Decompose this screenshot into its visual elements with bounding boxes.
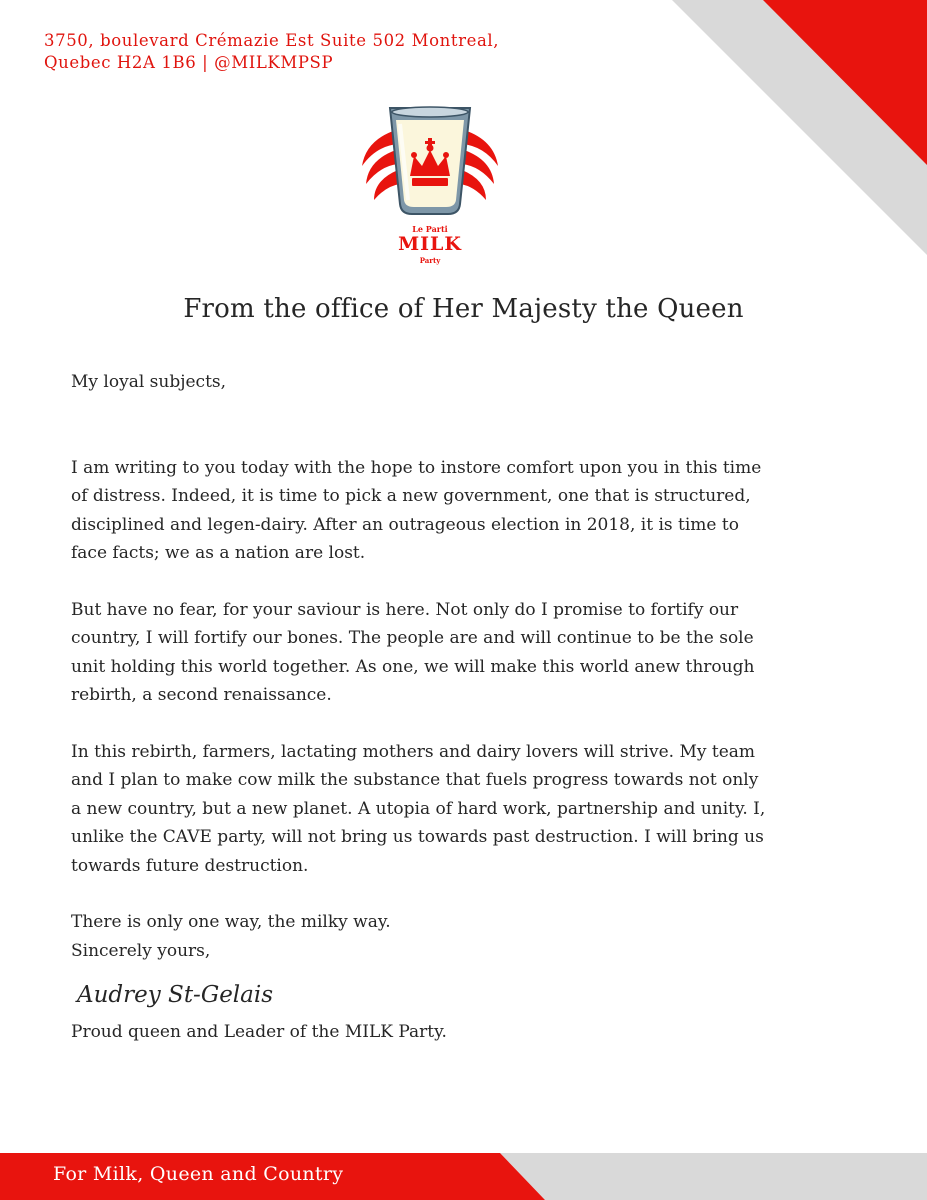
sender-address	[44, 30, 644, 74]
paragraph-1: I am writing to you today with the hope to instore comfort upon you in this time of distress. Indeed, it is time to pick a new government, one that is structured, disciplined and legen-dairy. After an outrageous election in 2018, it is time to face facts; we as a nation are lost.	[71, 457, 762, 563]
footer-banner	[0, 1153, 927, 1200]
logo-text-top: Le Parti	[412, 224, 448, 234]
paragraph-2: But have no fear, for your saviour is here. Not only do I promise to fortify our country, I will fortify our bones. The people are and will continue to be the sole unit holding this world together. As one, we will make this world anew through rebirth, a second renaissance.	[71, 599, 755, 705]
spacer	[71, 710, 771, 738]
corner-gray-band	[672, 0, 927, 255]
corner-red-band	[763, 0, 927, 165]
letter-body	[71, 368, 771, 1047]
footer-gray-band	[500, 1153, 927, 1200]
letter-title: From the office of Her Majesty the Queen	[183, 294, 744, 324]
spacer	[71, 880, 771, 908]
paragraph-3: In this rebirth, farmers, lactating mothers and dairy lovers will strive. My team and I plan to make cow milk the substance that fuels progress towards not only a new country, but a new planet. A utopia of hard work, partnership and unity. I, unlike the CAVE party, will not bring us towards past destruction. I will bring us towards future destruction.	[71, 741, 766, 876]
spacer	[71, 397, 771, 454]
address-line-1: 3750, boulevard Crémazie Est Suite 502 Montreal,	[44, 31, 500, 50]
signer-title: Proud queen and Leader of the MILK Party.	[71, 1022, 447, 1042]
party-logo	[356, 100, 504, 270]
closing-line: There is only one way, the milky way.	[71, 912, 391, 932]
footer-slogan: For Milk, Queen and Country	[53, 1163, 344, 1185]
signature: Audrey St-Gelais	[77, 982, 274, 1008]
logo-text-main: MILK	[398, 233, 462, 255]
closing: Sincerely yours,	[71, 940, 211, 961]
spacer	[71, 568, 771, 596]
address-line-2: Quebec H2A 1B6 | @MILKMPSP	[44, 53, 334, 72]
logo-text-bottom: Party	[419, 256, 441, 265]
salutation: My loyal subjects,	[71, 372, 227, 392]
